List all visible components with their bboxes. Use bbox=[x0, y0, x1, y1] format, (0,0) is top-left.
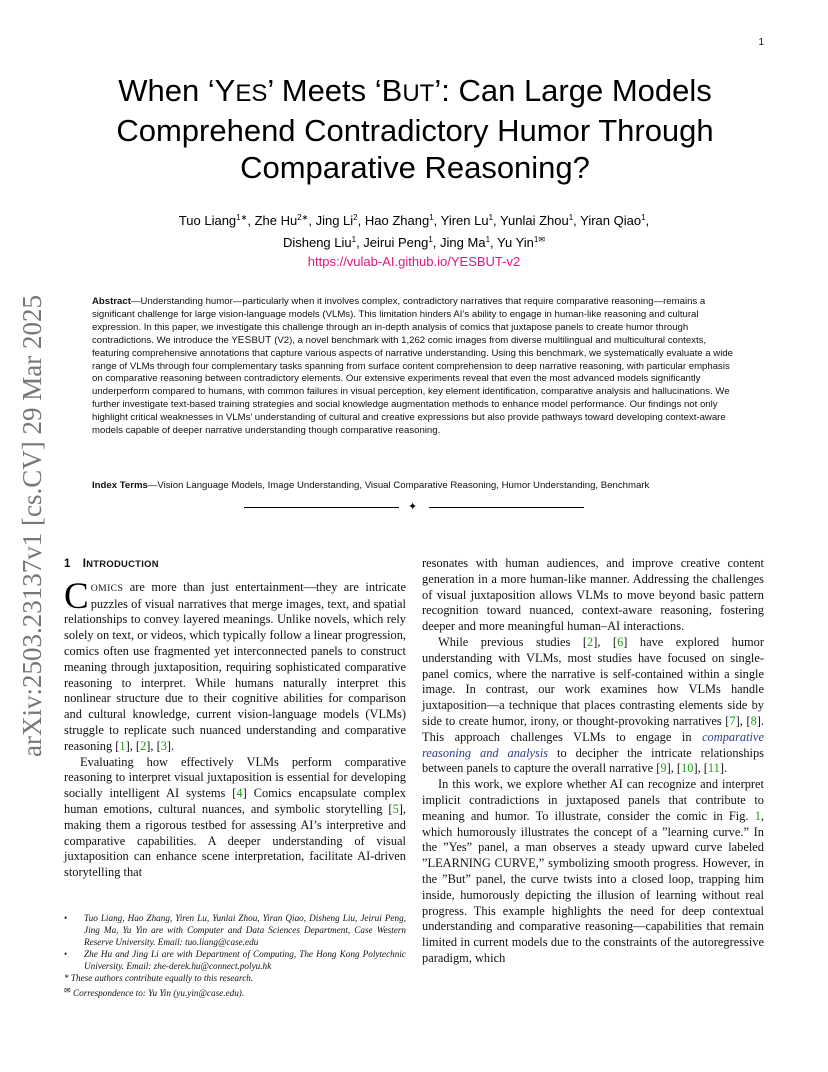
author-affiliation: 2∗ bbox=[297, 213, 309, 222]
section-number: 1 bbox=[64, 558, 71, 570]
smallcaps-word: OMICS bbox=[90, 582, 124, 594]
bullet-icon: • bbox=[64, 913, 68, 923]
paragraph-text: , which humorously illustrates the concept of a ”learning curve.” In the ”Yes” panel, a man observes a steady upward curve labeled ”LEARNING CURVE,” symbolizing smooth progress. However, in the ”But” panel, the curve twists into a closed loop, trapping him inside, humorously depicting the illusion of learning without real progress. This example highlights the need for deep contextual understanding and comparative reasoning—capabilities that remain limited in current models due to the constraints of the autoregressive paradigm, which bbox=[422, 808, 764, 965]
drop-cap: C bbox=[64, 575, 89, 617]
citation-link[interactable]: 6 bbox=[617, 634, 624, 649]
index-terms-text: —Vision Language Models, Image Understanding, Visual Comparative Reasoning, Humor Understanding, Benchmark bbox=[147, 480, 650, 491]
project-link[interactable]: https://vulab-AI.github.io/YESBUT-v2 bbox=[307, 254, 521, 269]
paragraph bbox=[64, 755, 406, 881]
correspondence-note bbox=[64, 985, 406, 1000]
abstract-smallcaps: UT bbox=[257, 334, 272, 346]
footnote-text: Zhe Hu and Jing Li are with Department of Computing, The Hong Kong Polytechnic University. Email: zhe-derek.hu@connect.polyu.hk bbox=[84, 949, 406, 972]
figure-link[interactable]: 1 bbox=[754, 808, 761, 823]
author-line-1: Tuo Liang$^{1∗}$, Zhe $Hu^{2∗}$, Jing Li$^2$, Hao Zhang$^1$, Yiren Lu$^1$, Yunlai Zhou$^1$, Yiran Qiao$^1$, bbox=[178, 213, 650, 228]
section-title-rest: NTRODUCTION bbox=[86, 558, 159, 569]
paragraph-text: ] have explored humor understanding with VLMs, most studies have focused on single-panel comics, where the narrative is self-contained within a single image. In contrast, our work examines how VLMs handle juxtaposition—a technique that places contrasting elements side by side to create humor, irony, or thought-provoking narratives [ bbox=[422, 634, 764, 728]
citation-separator: ], [ bbox=[666, 761, 682, 776]
paragraph bbox=[64, 575, 406, 755]
abstract bbox=[92, 296, 737, 438]
equal-contribution-note: * These authors contribute equally to this research. bbox=[64, 972, 254, 983]
page-number: 1 bbox=[758, 37, 764, 48]
author-name: Yiran Qiao bbox=[580, 213, 642, 228]
title-line-2: Comprehend Contradictory Humor Through bbox=[116, 113, 714, 148]
divider-rule-left bbox=[244, 507, 399, 508]
citation-separator: ], [ bbox=[735, 713, 751, 728]
title-part: ’: Can Large Models bbox=[434, 73, 712, 108]
citation-link[interactable]: 2 bbox=[140, 738, 147, 753]
citation-link[interactable]: 1 bbox=[119, 738, 126, 753]
author-affiliation: 1 bbox=[641, 213, 646, 222]
paragraph-text: to decipher the intricate relationships between panels to capture the overall narrative [ bbox=[422, 745, 765, 776]
author-name: Jeirui Peng bbox=[363, 235, 429, 250]
author-name: Jing Li bbox=[315, 213, 354, 228]
author-affiliation: 2 bbox=[353, 213, 358, 222]
paragraph-text: are more than just entertainment—they are intricate puzzles of visual narratives that merge images, text, and spatial relationships to convey layered meanings. Unlike novels, which rely solely on text, or videos, which typically follow a linear progression, comics often use fragmented yet interconnected panels to construct meaning through juxtaposition, requiring sophisticated comparative reasoning to interpret. While humans naturally interpret this nonlinear structure due to their cognitive abilities for comparison and cultural knowledge, current vision-language models (VLMs) struggle to replicate such nuanced understanding and comparative reasoning [ bbox=[64, 579, 406, 753]
citation-link[interactable]: 8 bbox=[750, 713, 757, 728]
author-name: Jing Ma bbox=[440, 235, 486, 250]
title-smallcaps: UT bbox=[402, 80, 435, 107]
author-affiliation: 1∗ bbox=[236, 213, 248, 222]
author-affiliation: 1 bbox=[568, 213, 574, 222]
author-affiliation: 1 bbox=[488, 213, 494, 222]
abstract-smallcaps: ES bbox=[237, 334, 252, 346]
bullet-icon: • bbox=[64, 949, 68, 960]
affiliation-footnote bbox=[64, 949, 406, 973]
citation-separator: ], [ bbox=[146, 738, 161, 753]
citation-separator: ]. bbox=[719, 761, 728, 776]
envelope-icon: ✉ bbox=[64, 985, 71, 995]
author-affiliation: 1 bbox=[351, 235, 357, 244]
divider-rule-right bbox=[429, 507, 584, 508]
citation-separator: ]. bbox=[166, 738, 175, 753]
title-smallcaps: ES bbox=[235, 80, 268, 107]
citation-separator: ], [ bbox=[693, 761, 708, 776]
paper-title bbox=[70, 72, 760, 186]
author-affiliation: 1 bbox=[429, 213, 434, 222]
footnotes bbox=[64, 913, 406, 1000]
index-terms-label: Index Terms bbox=[92, 480, 148, 491]
author-name: Yiren Lu bbox=[440, 213, 489, 228]
paragraph bbox=[422, 635, 764, 777]
abstract-text: B bbox=[251, 334, 258, 346]
citation-link[interactable]: 5 bbox=[392, 801, 399, 816]
author-name: Yunlai Zhou bbox=[500, 213, 569, 228]
author-name: Disheng Liu bbox=[282, 235, 352, 250]
left-column bbox=[64, 556, 406, 881]
citation-link[interactable]: 2 bbox=[587, 634, 594, 649]
citation-link[interactable]: 3 bbox=[160, 738, 167, 753]
citation-separator: ], [ bbox=[125, 738, 141, 753]
title-part: When ‘Y bbox=[118, 73, 236, 108]
title-part: ’ Meets ‘B bbox=[267, 73, 403, 108]
divider-star-icon: ✦ bbox=[408, 501, 418, 513]
paragraph-text: ] Comics encapsulate complex human emotions, cultural nuances, and symbolic storytelling [ bbox=[64, 786, 406, 816]
footnote-text: Tuo Liang, Hao Zhang, Yiren Lu, Yunlai Zhou, Yiran Qiao, Disheng Liu, Jeirui Peng, Jing Ma, Yu Yin are with Computer and Data Sciences Department, Case Western Reserve University. Email: tuo.liang@case.edu bbox=[84, 913, 406, 947]
paragraph-text: ], making them a rigorous testbed for assessing AI’s interpretive and comparative capabilities. A deeper understanding of visual juxtaposition can enhance scene interpretation, facilitate AI-driven storytelling that bbox=[64, 801, 406, 880]
title-line-3: Comparative Reasoning? bbox=[240, 150, 590, 185]
paragraph-text: ]. This approach challenges VLMs to engage in bbox=[422, 713, 764, 744]
section-title-initial: I bbox=[82, 558, 87, 570]
citation-link[interactable]: 10 bbox=[681, 761, 694, 776]
citation-separator: ], [ bbox=[593, 634, 618, 649]
paragraph-text: Evaluating how effectively VLMs perform comparative reasoning to interpret visual juxtaposition is essential for developing socially intelligent AI systems [ bbox=[64, 754, 406, 801]
author-line-2: Disheng Liu$^1$, Jeirui Peng$^1$, Jing Ma$^1$, Yu Yin$^{1✉}$ bbox=[282, 235, 546, 250]
index-terms bbox=[92, 479, 737, 492]
abstract-text: —Understanding humor—particularly when it involves complex, contradictory narratives that require comparative reasoning—remains a significant challenge for large vision-language models (VLMs). This limitation hinders AI’s ability to engage in human-like reasoning and cultural expression. In this paper, we investigate this challenge through an in-depth analysis of comics that juxtapose panels to create humor through contradictions. We introduce the Y bbox=[92, 296, 706, 346]
author-affiliation: 1 bbox=[428, 235, 433, 244]
author-list bbox=[90, 208, 738, 252]
paragraph: resonates with human audiences, and improve creative content generation in a more human-like manner. Addressing the challenges of visual juxtaposition allows VLMs to move beyond basic pattern recognition toward nuanced, context-aware reasoning, fostering deeper and more meaningful human–AI interactions. bbox=[422, 556, 764, 634]
affiliation-footnote bbox=[64, 913, 406, 948]
author-name: Hao Zhang bbox=[364, 213, 430, 228]
paragraph-text: While previous studies [ bbox=[438, 634, 587, 649]
right-column bbox=[422, 556, 764, 967]
author-name: Zhe Hu bbox=[254, 213, 298, 228]
abstract-text: (V2), a novel benchmark with 1,262 comic images from diverse multilingual and multicultural contexts, featuring comprehensive annotations that capture various aspects of narrative understanding. Using this benchmark, we systematically evaluate a wide range of VLMs through four complementary tasks spanning from surface content comprehension to deep narrative reasoning, with particular emphasis on comparative reasoning between contradictory elements. Our extensive experiments reveal that even the most advanced models significantly underperform compared to humans, with common failures in visual perception, key element identification, comparative analysis and hallucinations. We further investigate text-based training strategies and social knowledge augmentation methods to enhance model performance. Our findings not only highlight critical weaknesses in VLMs’ understanding of cultural and creative expressions but also provide pathways toward developing context-aware models capable of deeper narrative understanding though comparative reasoning. bbox=[92, 334, 733, 437]
author-affiliation: 1✉ bbox=[533, 235, 546, 244]
author-name: Yu Yin bbox=[497, 235, 534, 250]
paragraph-text: In this work, we explore whether AI can recognize and interpret implicit contradictions in juxtaposed panels that contribute to meaning and humor. To illustrate, consider the comic in Fig. bbox=[422, 777, 764, 823]
citation-link[interactable]: 9 bbox=[660, 761, 667, 776]
section-divider bbox=[244, 501, 584, 513]
citation-link[interactable]: 7 bbox=[729, 713, 736, 728]
abstract-label: Abstract bbox=[92, 296, 131, 307]
arxiv-identifier: arXiv:2503.23137v1 [cs.CV] 29 Mar 2025 bbox=[17, 295, 47, 757]
paragraph bbox=[422, 777, 764, 967]
emphasis-text: comparative reasoning and analysis bbox=[422, 729, 764, 760]
section-heading bbox=[64, 556, 406, 573]
author-affiliation: 1 bbox=[485, 235, 491, 244]
citation-link[interactable]: 4 bbox=[236, 786, 243, 801]
citation-link[interactable]: 11 bbox=[707, 761, 720, 776]
author-name: Tuo Liang bbox=[178, 213, 237, 228]
footnote-text: Correspondence to: Yu Yin (yu.yin@case.edu). bbox=[70, 987, 245, 998]
